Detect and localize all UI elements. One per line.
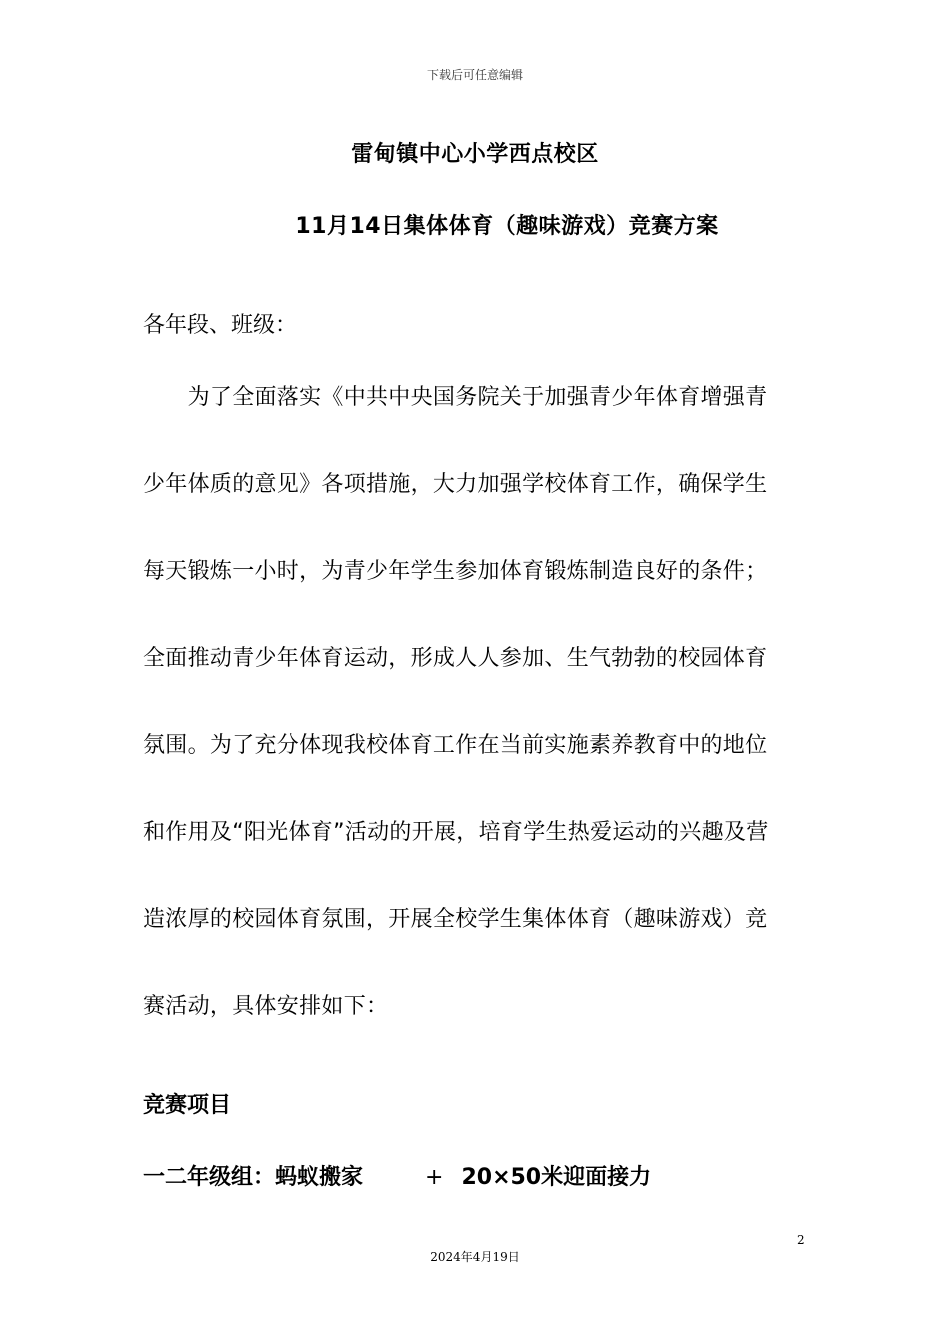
paragraph-line: 和作用及“阳光体育”活动的开展，培育学生热爱运动的兴趣及营 (143, 820, 769, 845)
salutation: 各年段、班级： (143, 313, 298, 338)
header-note: 下载后可任意编辑 (426, 68, 523, 82)
page-number: 2 (797, 1233, 805, 1247)
item-plus: + (425, 1165, 444, 1190)
paragraph-line: 赛活动，具体安排如下： (143, 994, 389, 1019)
document-title: 雷甸镇中心小学西点校区 (351, 142, 599, 167)
document-subtitle: 11月14日集体体育（趣味游戏）竞赛方案 (295, 214, 719, 239)
paragraph-line: 造浓厚的校园体育氛围，开展全校学生集体体育（趣味游戏）竞 (143, 907, 768, 932)
competition-item-row (143, 1160, 651, 1191)
paragraph-line: 每天锻炼一小时，为青少年学生参加体育锻炼制造良好的条件； (143, 559, 768, 584)
paragraph-line: 氛围。为了充分体现我校体育工作在当前实施素养教育中的地位 (143, 733, 768, 758)
paragraph-line: 为了全面落实《中共中央国务院关于加强青少年体育增强青 (143, 385, 768, 410)
paragraph-line: 全面推动青少年体育运动，形成人人参加、生气勃勃的校园体育 (143, 646, 768, 671)
footer-date: 2024年4月19日 (430, 1250, 520, 1264)
paragraph-line: 少年体质的意见》各项措施，大力加强学校体育工作，确保学生 (143, 472, 768, 497)
item-group: 一二年级组：蚂蚁搬家 (143, 1165, 364, 1190)
item-event: 20×50米迎面接力 (461, 1165, 652, 1190)
section-heading: 竞赛项目 (143, 1093, 232, 1118)
